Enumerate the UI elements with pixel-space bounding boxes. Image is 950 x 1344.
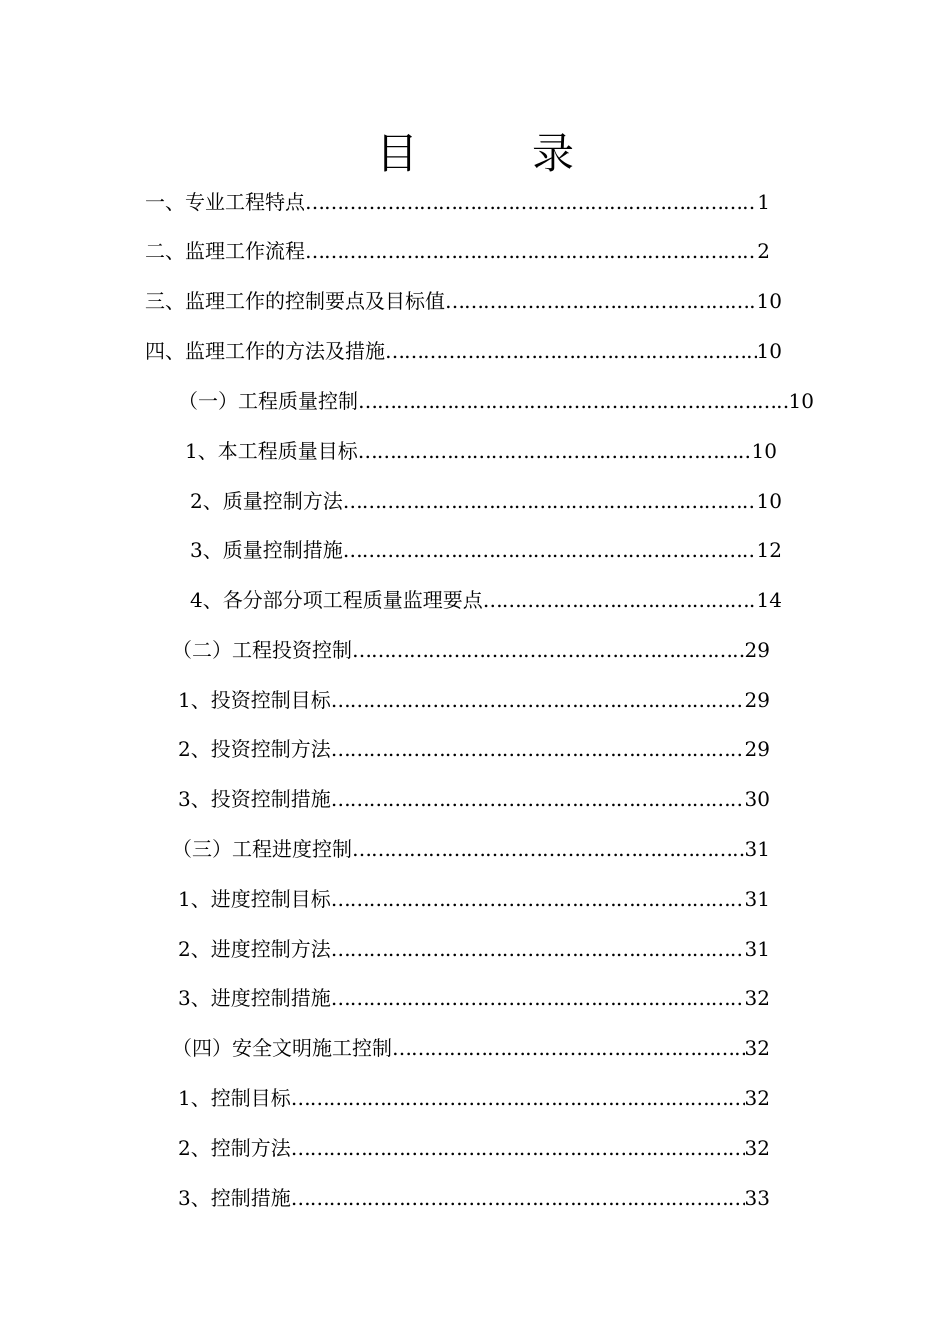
toc-entry-page: 2 bbox=[757, 239, 770, 263]
toc-entry-label: 进度控制目标 bbox=[210, 887, 331, 911]
toc-leader-dots bbox=[352, 635, 745, 665]
toc-entry[interactable] bbox=[172, 834, 770, 864]
toc-leader-dots bbox=[291, 1133, 745, 1163]
toc-entry-page: 30 bbox=[744, 787, 770, 811]
toc-entry-label: 监理工作流程 bbox=[185, 239, 305, 263]
toc-entry-label: 控制目标 bbox=[210, 1086, 291, 1110]
page-title: 目 录 bbox=[375, 129, 610, 178]
toc-entry[interactable] bbox=[178, 884, 770, 914]
toc-entry-number: （四） bbox=[172, 1036, 232, 1060]
toc-entry[interactable] bbox=[178, 784, 770, 814]
toc-entry-label: 工程质量控制 bbox=[238, 389, 358, 413]
toc-leader-dots bbox=[331, 934, 745, 964]
toc-entry-number: 1、 bbox=[178, 1086, 211, 1110]
toc-entry-label: 质量控制措施 bbox=[222, 538, 343, 562]
toc-entry-label: 本工程质量目标 bbox=[217, 439, 358, 463]
toc-entry[interactable] bbox=[178, 1133, 770, 1163]
toc-entry-page: 29 bbox=[744, 737, 770, 761]
toc-leader-dots bbox=[343, 486, 757, 516]
toc-entry-label: 控制措施 bbox=[210, 1186, 291, 1210]
toc-entry[interactable] bbox=[145, 336, 782, 366]
toc-entry[interactable] bbox=[178, 386, 814, 416]
toc-entry-number: （一） bbox=[178, 389, 238, 413]
toc-entry-number: 二、 bbox=[145, 239, 185, 263]
toc-entry-page: 29 bbox=[744, 638, 770, 662]
toc-entry-number: 四、 bbox=[145, 339, 185, 363]
toc-entry-number: 2、 bbox=[178, 737, 211, 761]
toc-entry-number: 1、 bbox=[185, 439, 218, 463]
toc-entry-number: 4、 bbox=[190, 588, 223, 612]
toc-entry-number: 1、 bbox=[178, 887, 211, 911]
toc-entry-page: 10 bbox=[756, 339, 782, 363]
toc-leader-dots bbox=[291, 1183, 745, 1213]
toc-entry-page: 32 bbox=[744, 986, 770, 1010]
toc-leader-dots bbox=[358, 386, 789, 416]
toc-entry[interactable] bbox=[172, 635, 770, 665]
toc-entry-page: 31 bbox=[744, 937, 770, 961]
toc-entry-page: 12 bbox=[756, 538, 782, 562]
toc-entry[interactable] bbox=[178, 983, 770, 1013]
toc-entry-number: 2、 bbox=[190, 489, 223, 513]
toc-entry-number: 3、 bbox=[178, 986, 211, 1010]
toc-entry-label: 监理工作的方法及措施 bbox=[185, 339, 385, 363]
toc-entry-number: （三） bbox=[172, 837, 232, 861]
toc-entry-label: 工程投资控制 bbox=[232, 638, 352, 662]
toc-entry[interactable] bbox=[145, 236, 770, 266]
toc-entry-number: 3、 bbox=[190, 538, 223, 562]
toc-entry-label: 监理工作的控制要点及目标值 bbox=[185, 289, 445, 313]
toc-entry[interactable] bbox=[178, 934, 770, 964]
toc-entry[interactable] bbox=[190, 585, 782, 615]
toc-entry[interactable] bbox=[190, 535, 782, 565]
toc-leader-dots bbox=[291, 1083, 745, 1113]
toc-entry-page: 10 bbox=[756, 489, 782, 513]
toc-entry-number: 2、 bbox=[178, 1136, 211, 1160]
toc-entry[interactable] bbox=[178, 1083, 770, 1113]
toc-leader-dots bbox=[483, 585, 757, 615]
toc-leader-dots bbox=[305, 187, 757, 217]
toc-entry-label: 进度控制措施 bbox=[210, 986, 331, 1010]
toc-entry[interactable] bbox=[185, 436, 777, 466]
toc-leader-dots bbox=[331, 685, 745, 715]
toc-entry-page: 10 bbox=[788, 389, 814, 413]
toc-entry[interactable] bbox=[178, 734, 770, 764]
toc-entry[interactable] bbox=[145, 286, 782, 316]
toc-entry-number: 1、 bbox=[178, 688, 211, 712]
toc-entry-page: 29 bbox=[744, 688, 770, 712]
toc-entry-page: 1 bbox=[757, 190, 770, 214]
toc-leader-dots bbox=[352, 834, 745, 864]
toc-entry-label: 控制方法 bbox=[210, 1136, 291, 1160]
toc-entry-number: 3、 bbox=[178, 787, 211, 811]
toc-leader-dots bbox=[305, 236, 757, 266]
toc-entry[interactable] bbox=[178, 1183, 770, 1213]
toc-entry-page: 31 bbox=[744, 887, 770, 911]
toc-entry-page: 31 bbox=[744, 837, 770, 861]
toc-entry-page: 32 bbox=[744, 1086, 770, 1110]
toc-leader-dots bbox=[392, 1033, 745, 1063]
toc-leader-dots bbox=[445, 286, 757, 316]
toc-entry-page: 32 bbox=[744, 1036, 770, 1060]
toc-entry-label: 各分部分项工程质量监理要点 bbox=[222, 588, 483, 612]
toc-entry-page: 33 bbox=[744, 1186, 770, 1210]
toc-entry-number: 3、 bbox=[178, 1186, 211, 1210]
toc-entry-page: 32 bbox=[744, 1136, 770, 1160]
toc-entry-page: 10 bbox=[751, 439, 777, 463]
toc-entry[interactable] bbox=[172, 1033, 770, 1063]
toc-entry-label: 投资控制措施 bbox=[210, 787, 331, 811]
toc-entry-page: 10 bbox=[756, 289, 782, 313]
toc-entry[interactable] bbox=[145, 187, 770, 217]
toc-entry-number: 2、 bbox=[178, 937, 211, 961]
toc-leader-dots bbox=[331, 884, 745, 914]
toc-entry[interactable] bbox=[178, 685, 770, 715]
toc-entry-label: 安全文明施工控制 bbox=[232, 1036, 392, 1060]
toc-entry-number: （二） bbox=[172, 638, 232, 662]
toc-entry-page: 14 bbox=[756, 588, 782, 612]
toc-leader-dots bbox=[385, 336, 757, 366]
toc-entry-label: 专业工程特点 bbox=[185, 190, 305, 214]
toc-leader-dots bbox=[331, 983, 745, 1013]
toc-entry-number: 一、 bbox=[145, 190, 185, 214]
toc-entry-label: 质量控制方法 bbox=[222, 489, 343, 513]
toc-entry-label: 进度控制方法 bbox=[210, 937, 331, 961]
toc-leader-dots bbox=[331, 734, 745, 764]
toc-entry[interactable] bbox=[190, 486, 782, 516]
toc-leader-dots bbox=[331, 784, 745, 814]
toc-entry-label: 工程进度控制 bbox=[232, 837, 352, 861]
toc-leader-dots bbox=[343, 535, 757, 565]
toc-entry-number: 三、 bbox=[145, 289, 185, 313]
toc-entry-label: 投资控制目标 bbox=[210, 688, 331, 712]
toc-leader-dots bbox=[358, 436, 752, 466]
toc-entry-label: 投资控制方法 bbox=[210, 737, 331, 761]
